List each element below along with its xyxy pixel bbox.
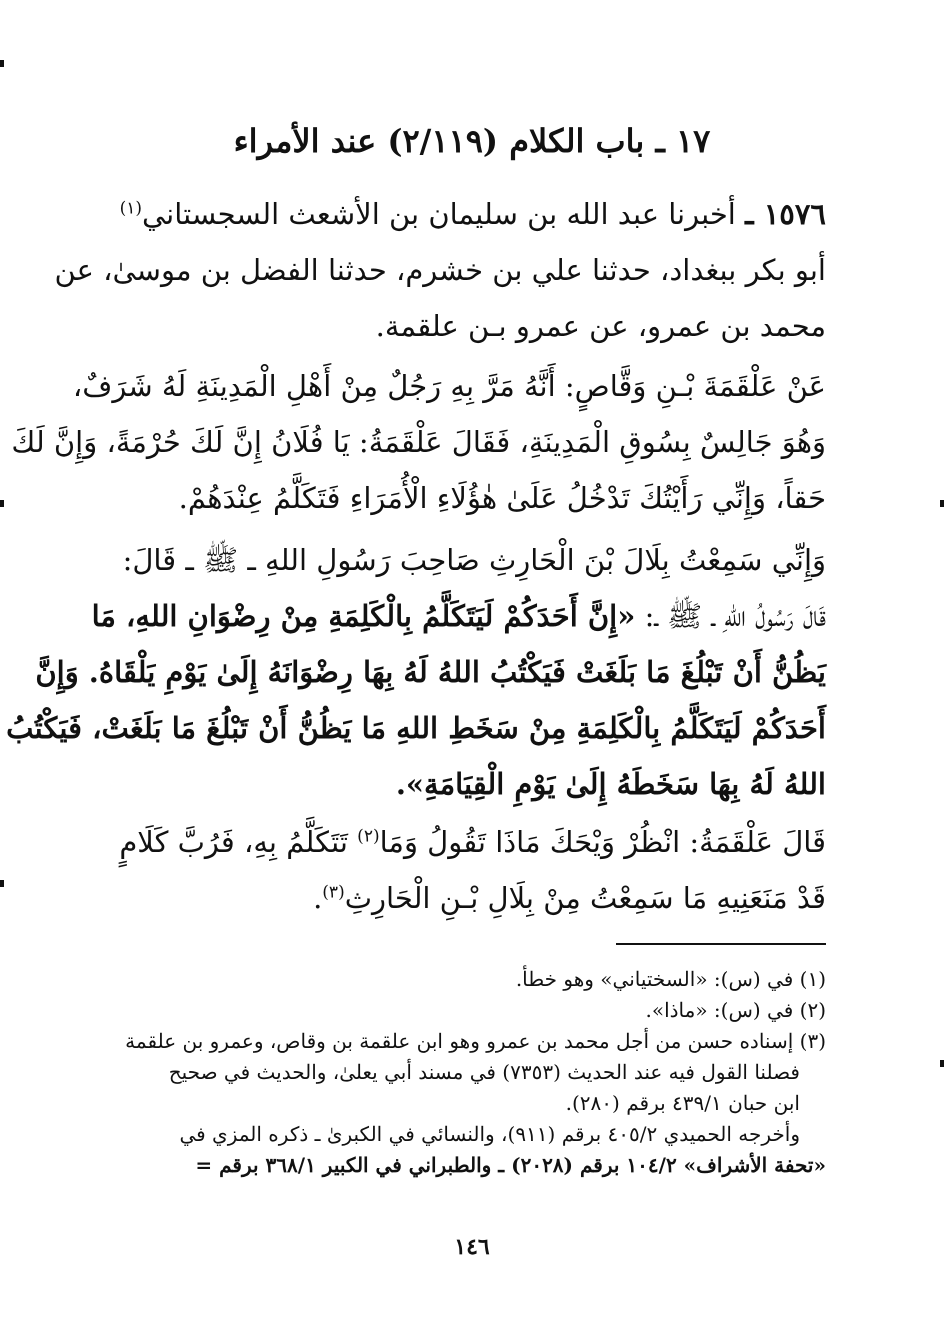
para2-line-3: يَظُنُّ أَنْ تَبْلُغَ مَا بَلَغَتْ فَيَكْتُبُ اللهُ لَهُ بِهَا رِضْوَانَهُ إِلَىٰ يَوْمِ يَلْقَاهُ. وَإِنَّ bbox=[35, 655, 826, 689]
footnote-3-line-1: (٣) إسناده حسن من أجل محمد بن عمرو وهو ابن علقمة بن وقاص، وعمرو بن علقمة bbox=[125, 1029, 826, 1053]
scan-edge-mark bbox=[0, 500, 4, 507]
footnote-1: (١) في (س): «السختياني» وهو خطأ. bbox=[515, 967, 826, 991]
footnotes bbox=[100, 964, 826, 1181]
para3-line-2 bbox=[100, 870, 826, 926]
para1-line-1: عَنْ عَلْقَمَةَ بْـنِ وَقَّاصٍ: أَنَّهُ مَرَّ بِهِ رَجُلٌ مِنْ أَهْلِ الْمَدِينَةِ لَهُ شَرَفٌ، bbox=[72, 369, 826, 403]
para3-text-1a: قَالَ عَلْقَمَةُ: انْظُرْ وَيْحَكَ مَاذَا تَقُولُ وَمَا bbox=[379, 825, 826, 859]
isnad-line-1 bbox=[100, 186, 826, 242]
paragraph-3 bbox=[100, 814, 826, 926]
para2-line-4: أَحَدَكُمْ لَيَتَكَلَّمُ بِالْكَلِمَةِ مِنْ سَخَطِ اللهِ مَا يَظُنُّ أَنْ تَبْلُغَ مَا بَلَغَتْ، فَيَكْتُبُ bbox=[6, 711, 826, 745]
paragraph-1 bbox=[11, 358, 826, 526]
para2-line-1: وَإِنِّي سَمِعْتُ بِلَالَ بْنَ الْحَارِثِ صَاحِبَ رَسُولِ اللهِ ـ ﷺ ـ قَالَ: bbox=[122, 543, 826, 577]
para3-text-1b: تَتَكَلَّمُ بِهِ، فَرُبَّ كَلَامٍ bbox=[119, 825, 348, 859]
footnote-3-line-4: وأخرجه الحميدي ٤٠٥/٢ برقم (٩١١)، والنسائي في الكبرىٰ ـ ذكره المزي في bbox=[179, 1122, 800, 1146]
footnote-ref-3: (٣) bbox=[322, 882, 345, 903]
para3-end-punct: . bbox=[313, 881, 323, 915]
isnad-text-1: أخبرنا عبد الله بن سليمان بن الأشعث السجستاني bbox=[141, 197, 736, 231]
chapter-title: ١٧ ـ باب الكلام (٢/١١٩) عند الأمراء bbox=[233, 122, 711, 160]
paragraph-2 bbox=[6, 532, 826, 812]
scan-edge-mark bbox=[0, 60, 4, 67]
hadith-number: ١٥٧٦ ـ bbox=[745, 197, 826, 231]
para3-text-2: قَدْ مَنَعَنِيهِ مَا سَمِعْتُ مِنْ بِلَالِ بْـنِ الْحَارِثِ bbox=[344, 881, 826, 915]
para3-line-1 bbox=[100, 814, 826, 870]
para2-intro: قَالَ رَسُولُ اللهِ ـ ﷺ ـ: bbox=[644, 599, 826, 633]
footnote-ref-1: (١) bbox=[119, 198, 142, 219]
isnad-block bbox=[54, 186, 826, 354]
para1-line-3: حَقاً، وَإِنِّي رَأَيْتُكَ تَدْخُلُ عَلَىٰ هٰؤُلَاءِ الْأُمَرَاءِ فَتَكَلَّمُ عِنْدَهُمْ. bbox=[178, 481, 826, 515]
footnote-2: (٢) في (س): «ماذا». bbox=[645, 998, 826, 1022]
footnote-separator bbox=[616, 943, 826, 945]
scan-edge-mark bbox=[0, 880, 4, 887]
page-number: ١٤٦ bbox=[454, 1234, 490, 1260]
footnote-3-line-3: ابن حبان ٤٣٩/١ برقم (٢٨٠). bbox=[565, 1091, 800, 1115]
para2-line-5: اللهُ لَهُ بِهَا سَخَطَهُ إِلَىٰ يَوْمِ الْقِيَامَةِ». bbox=[395, 767, 826, 801]
footnote-ref-2: (٢) bbox=[357, 826, 380, 847]
isnad-line-2: أبو بكر ببغداد، حدثنا علي بن خشرم، حدثنا الفضل بن موسىٰ، عن bbox=[54, 253, 826, 287]
footnote-3-line-5: «تحفة الأشراف» ١٠٤/٢ برقم (٢٠٢٨) ـ والطبراني في الكبير ٣٦٨/١ برقم = bbox=[195, 1153, 826, 1177]
scan-edge-mark bbox=[940, 1060, 944, 1067]
para2-line-2 bbox=[91, 588, 826, 644]
para1-line-2: وَهُوَ جَالِسٌ بِسُوقِ الْمَدِينَةِ، فَقَالَ عَلْقَمَةُ: يَا فُلَانُ إِنَّ لَكَ حُرْمَةً، وَإِنَّ لَكَ bbox=[11, 425, 826, 459]
isnad-line-3: محمد بن عمرو، عن عمرو بـن علقمة. bbox=[375, 309, 826, 343]
footnote-3-line-2: فصلنا القول فيه عند الحديث (٧٣٥٣) في مسند أبي يعلىٰ، والحديث في صحيح bbox=[168, 1060, 800, 1084]
hadith-text-start: «إِنَّ أَحَدَكُمْ لَيَتَكَلَّمُ بِالْكَلِمَةِ مِنْ رِضْوَانِ اللهِ، مَا bbox=[91, 599, 636, 633]
scan-edge-mark bbox=[940, 500, 944, 507]
